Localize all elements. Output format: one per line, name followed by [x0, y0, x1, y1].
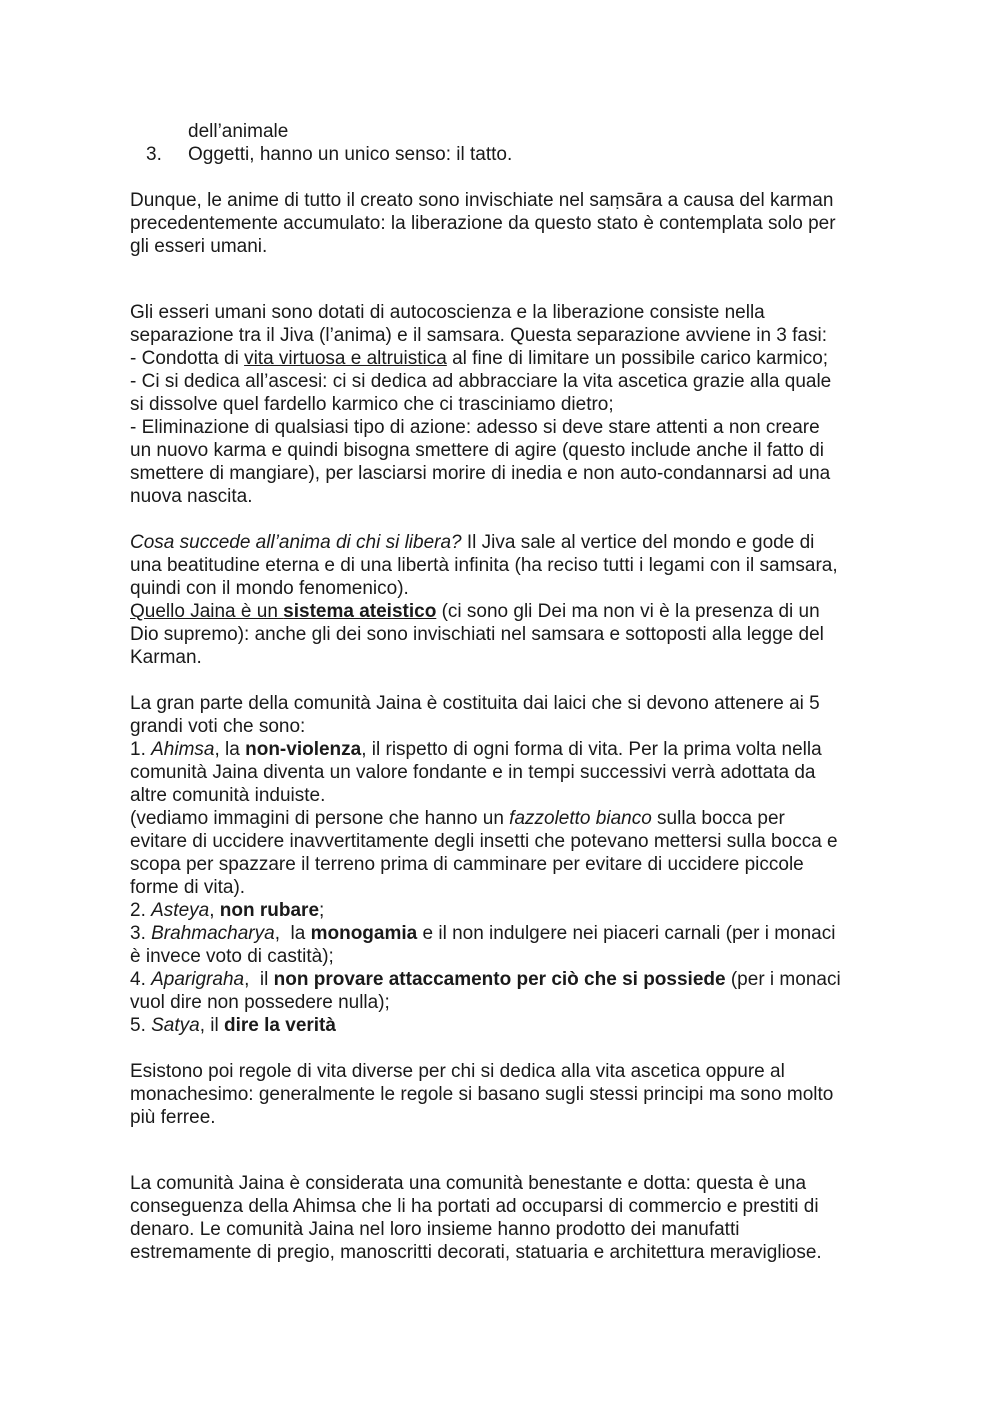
italic-text: fazzoletto bianco	[509, 808, 652, 829]
vow-number: 2.	[130, 900, 152, 921]
text-line: La comunità Jaina è considerata una comunità benestante e dotta: questa è una	[130, 1173, 807, 1194]
vow-2	[130, 899, 875, 922]
underlined-text: vita virtuosa e altruistica	[244, 348, 447, 369]
vow-name: non rubare	[219, 900, 320, 921]
vow-term: Brahmacharya	[151, 923, 275, 944]
paragraph-liberated-soul	[130, 531, 875, 669]
text-line	[130, 807, 875, 830]
paragraph-five-vows	[130, 692, 875, 1037]
vow-number: 4.	[130, 969, 152, 990]
vow-name: non provare attaccamento per ciò che si possiede	[273, 969, 726, 990]
text-line: più ferree.	[130, 1107, 216, 1128]
text-span: - Condotta di	[130, 348, 245, 369]
text-span: Il Jiva sale al vertice del mondo e gode di	[461, 532, 815, 553]
vow-term: Ahimsa	[151, 739, 215, 760]
vow-name: dire la verità	[224, 1015, 336, 1036]
vow-name: monogamia	[310, 923, 418, 944]
text-line: altre comunità induiste.	[130, 785, 326, 806]
text-line: evitare di uccidere inavvertitamente degli insetti che potevano mettersi sulla bocca e	[130, 831, 838, 852]
vow-4	[130, 968, 875, 991]
text-line: smettere di mangiare), per lasciarsi morire di inedia e non auto-condannarsi ad una	[130, 463, 831, 484]
text-line	[130, 600, 875, 623]
text-span: , la	[214, 739, 246, 760]
text-span: ;	[319, 900, 325, 921]
italic-question: Cosa succede all’anima di chi si libera?	[130, 532, 462, 553]
text-span: , il	[244, 969, 274, 990]
numbered-list	[130, 120, 875, 166]
text-span: , il rispetto di ogni forma di vita. Per la prima volta nella	[361, 739, 822, 760]
list-number: 3.	[146, 144, 162, 165]
underlined-text: Quello Jaina è un	[130, 601, 284, 622]
text-line: si dissolve quel fardello karmico che ci trasciniamo dietro;	[130, 394, 614, 415]
text-span: (ci sono gli Dei ma non vi è la presenza di un	[436, 601, 820, 622]
text-line: quindi con il mondo fenomenico).	[130, 578, 409, 599]
text-line: è invece voto di castità);	[130, 946, 334, 967]
text-span: (vediamo immagini di persone che hanno un	[130, 808, 510, 829]
text-line: estremamente di pregio, manoscritti decorati, statuaria e architettura meravigliose.	[130, 1242, 822, 1263]
vow-number: 1.	[130, 739, 152, 760]
text-span: sulla bocca per	[651, 808, 785, 829]
vow-number: 3.	[130, 923, 152, 944]
bold-underlined-text: sistema ateistico	[283, 601, 437, 622]
text-line: grandi voti che sono:	[130, 716, 306, 737]
text-line: La gran parte della comunità Jaina è costituita dai laici che si devono attenere ai 5	[130, 693, 820, 714]
paragraph-ascetic-rules	[130, 1060, 875, 1129]
vow-term: Satya	[151, 1015, 200, 1036]
text-span: ,	[209, 900, 220, 921]
text-line: conseguenza della Ahimsa che li ha portati ad occuparsi di commercio e prestiti di	[130, 1196, 819, 1217]
text-line: monachesimo: generalmente le regole si basano sugli stessi principi ma sono molto	[130, 1084, 834, 1105]
text-line: separazione tra il Jiva (l’anima) e il samsara. Questa separazione avviene in 3 fasi:	[130, 325, 827, 346]
text-line: denaro. Le comunità Jaina nel loro insieme hanno prodotto dei manufatti	[130, 1219, 740, 1240]
paragraph-liberation-phases	[130, 301, 875, 508]
text-line: - Eliminazione di qualsiasi tipo di azione: adesso si deve stare attenti a non creare	[130, 417, 820, 438]
vow-5	[130, 1014, 875, 1037]
vow-name: non-violenza	[245, 739, 362, 760]
document-page	[130, 120, 875, 1264]
text-line	[130, 531, 875, 554]
vow-1	[130, 738, 875, 761]
text-line	[130, 347, 875, 370]
vow-term: Aparigraha	[151, 969, 245, 990]
text-line: una beatitudine eterna e di una libertà infinita (ha reciso tutti i legami con il samsara,	[130, 555, 838, 576]
text-line: comunità Jaina diventa un valore fondante e in tempi successivi verrà adottata da	[130, 762, 816, 783]
text-line: precedentemente accumulato: la liberazione da questo stato è contemplata solo per	[130, 213, 836, 234]
vow-number: 5.	[130, 1015, 152, 1036]
text-line: Dio supremo): anche gli dei sono invischiati nel samsara e sottoposti alla legge del	[130, 624, 824, 645]
paragraph-samsara	[130, 189, 875, 258]
text-line: gli esseri umani.	[130, 236, 268, 257]
text-line: Dunque, le anime di tutto il creato sono invischiate nel saṃsāra a causa del karman	[130, 190, 834, 211]
text-span: al fine di limitare un possibile carico karmico;	[446, 348, 829, 369]
vow-3	[130, 922, 875, 945]
vow-term: Asteya	[151, 900, 210, 921]
list-item-3	[130, 143, 875, 166]
text-line: nuova nascita.	[130, 486, 253, 507]
text-line: forme di vita).	[130, 877, 246, 898]
text-line: - Ci si dedica all’ascesi: ci si dedica ad abbracciare la vita ascetica grazie alla quale	[130, 371, 832, 392]
list-item-continuation: dell’animale	[188, 121, 289, 142]
text-line: Esistono poi regole di vita diverse per chi si dedica alla vita ascetica oppure al	[130, 1061, 785, 1082]
text-span: e il non indulgere nei piaceri carnali (per i monaci	[417, 923, 836, 944]
paragraph-community	[130, 1172, 875, 1264]
text-line: vuol dire non possedere nulla);	[130, 992, 390, 1013]
text-line: Karman.	[130, 647, 202, 668]
text-line: un nuovo karma e quindi bisogna smettere di agire (questo include anche il fatto di	[130, 440, 824, 461]
text-line: scopa per spazzare il terreno prima di camminare per evitare di uccidere piccole	[130, 854, 804, 875]
text-line: Gli esseri umani sono dotati di autocoscienza e la liberazione consiste nella	[130, 302, 765, 323]
list-item-text: Oggetti, hanno un unico senso: il tatto.	[188, 144, 513, 165]
text-span: (per i monaci	[725, 969, 841, 990]
text-span: , la	[274, 923, 311, 944]
text-span: , il	[199, 1015, 224, 1036]
